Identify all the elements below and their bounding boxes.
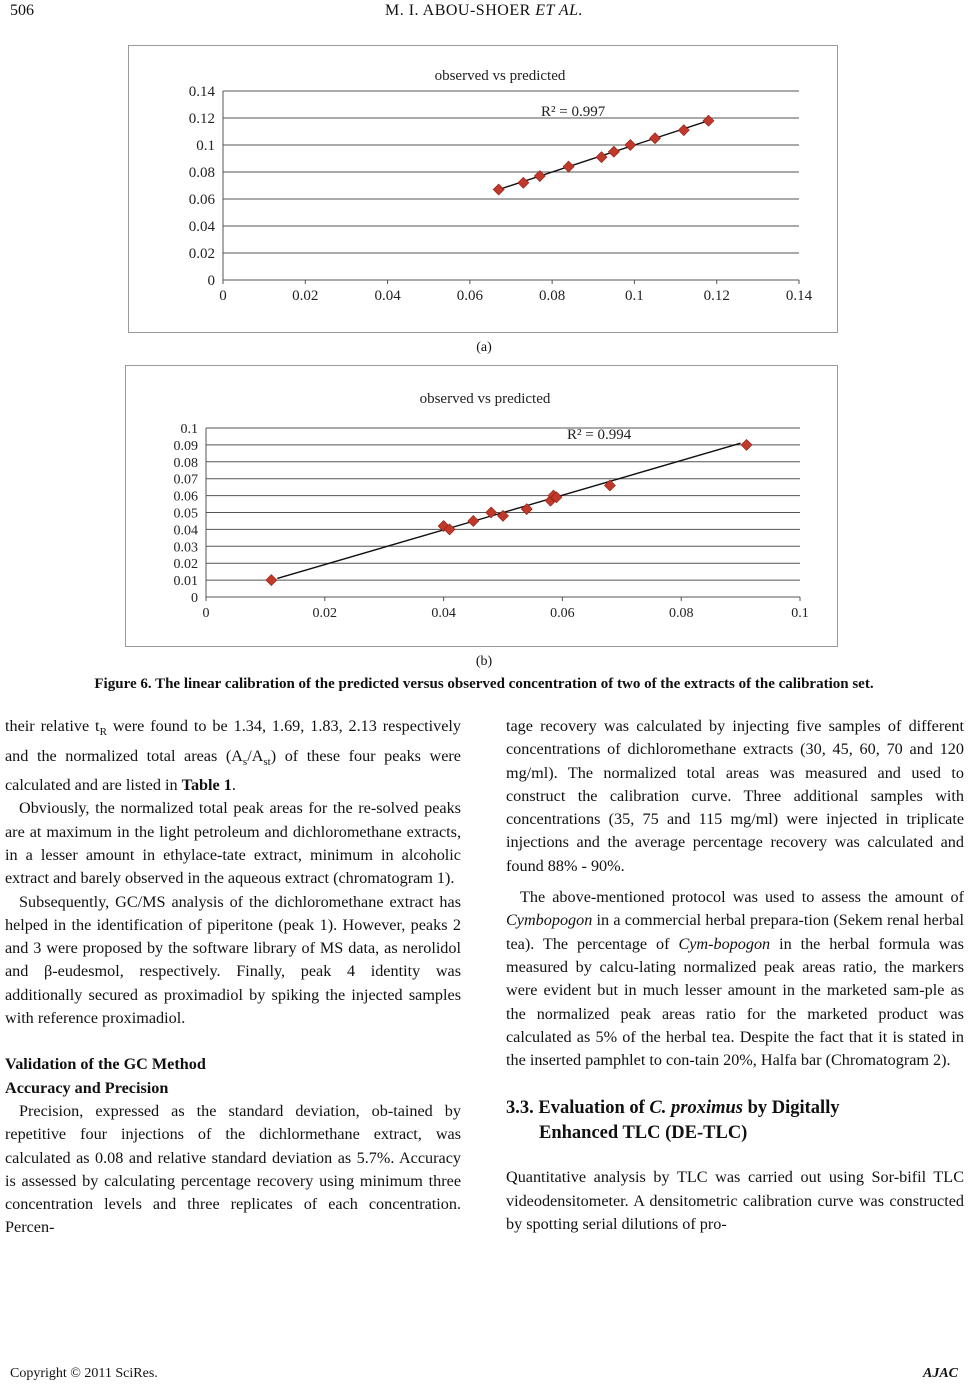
chart-b-x-tick-label: 0.04: [431, 606, 456, 621]
chart-b-data-point: [266, 575, 277, 586]
chart-a-data-point: [608, 146, 619, 157]
chart-b-y-tick-label: 0: [191, 591, 198, 606]
chart-a-data-point: [596, 152, 607, 163]
chart-a-x-tick-label: 0.1: [625, 288, 644, 304]
chart-a-x-tick-label: 0: [219, 288, 227, 304]
chart-a-y-tick-label: 0.14: [188, 84, 215, 100]
chart-b-y-tick-label: 0.07: [173, 472, 198, 488]
left-paragraph-3: Subsequently, GC/MS analysis of the dichloromethane extract has helped in the identification of piperitone (peak 1). However, peaks 2 and 3 were proposed by the software library of MS data, as nerolidol and β-eudesmol, respectively. Finally, peak 4 identity was additionally secured as proximadiol by spiking the injected samples with reference proximadiol.: [5, 892, 461, 1028]
right-paragraph-3: Quantitative analysis by TLC was carried out using Sor-bifil TLC videodensitometer. A densitometric calibration curve was constructed by spotting serial dilutions of pro-: [506, 1168, 964, 1234]
right-paragraph-2: [506, 886, 964, 1072]
chart-a-data-point: [703, 115, 714, 126]
chart-b-y-tick-label: 0.02: [173, 557, 198, 573]
chart-a-y-tick-label: 0.1: [196, 138, 215, 154]
right-paragraph-1: tage recovery was calculated by injecting five samples of different concentrations of dichloromethane extracts (30, 45, 60, 70 and 120 mg/ml). The normalized total areas was measured and used to construct the calibration curve. Three additional samples with concentrations (35, 75 and 115 mg/ml) were injected in triplicate injections and the average percentage recovery was calculated and found 88% - 90%.: [506, 717, 964, 875]
chart-a-data-point: [563, 161, 574, 172]
chart-b-y-tick-label: 0.1: [180, 422, 198, 437]
page-number: 506: [10, 2, 34, 19]
left-paragraph-1-text: their relative $t_R$ were found to be 1.34, 1.69, 1.83, 2.13 respectively and the normalized total areas $(A_s/A_{st})$ of these four peaks were calculated and are listed in Table 1.: [5, 717, 461, 795]
chart-a-data-point: [625, 140, 636, 151]
chart-a-sublabel: (a): [476, 340, 492, 355]
chart-b-x-tick-label: 0.08: [668, 606, 694, 621]
left-paragraph-1: [5, 715, 461, 797]
chart-a-y-tick-label: 0.04: [188, 219, 215, 235]
chart-b-y-tick-label: 0.04: [173, 523, 198, 539]
chart-b-y-tick-label: 0.03: [173, 540, 198, 556]
chart-a-y-tick-label: 0.02: [188, 246, 215, 262]
chart-b-data-point: [604, 480, 615, 491]
chart-b-y-tick-label: 0.09: [173, 438, 198, 454]
section-heading-3-3-line2: Enhanced TLC (DE-TLC): [539, 1123, 748, 1144]
chart-b-r-squared-label: R² = 0.994: [567, 427, 632, 443]
left-paragraph-4: Precision, expressed as the standard deviation, ob-tained by repetitive four injections of the dichlormethane extract, was calculated as 0.08 and relative standard deviation as 5.7%. Accuracy is assessed by calculating percentage recovery using minimum three concentration levels and three replicates of each concentration. Percen-: [5, 1101, 461, 1237]
chart-b-x-tick-label: 0.06: [550, 606, 575, 621]
left-column: [5, 715, 461, 1240]
section-heading-validation: Validation of the GC Method: [5, 1055, 206, 1074]
chart-a-x-tick-label: 0.06: [456, 288, 483, 304]
section-heading-3-3-line1: 3.3. Evaluation of C. proximus by Digitally: [506, 1098, 840, 1119]
chart-b-trendline: [277, 443, 740, 578]
chart-a-y-tick-label: 0.12: [188, 111, 215, 127]
right-paragraph-2-text: The above-mentioned protocol was used to assess the amount of Cymbopogon in a commercial herbal prepara-tion (Sekem renal herbal tea). The percentage of Cym-bopogon in the herbal formula was measured by calcu-lating normalized peak areas ratio, the markers were evident but in much lesser amount in the marketed sam-ple as the normalized peak areas ratio for the marketed product was calculated as 5% of the herbal tea. Despite the fact that it is stated in the inserted pamphlet to con-tain 20%, Halfa bar (Chromatogram 2).: [506, 888, 964, 1070]
chart-a-r-squared-label: R² = 0.997: [541, 104, 606, 120]
chart-a-x-tick-label: 0.02: [292, 288, 319, 304]
chart-a-plot: [129, 46, 837, 332]
chart-b-data-point: [468, 515, 479, 526]
section-heading-3-3: [506, 1096, 964, 1146]
running-header-et-al: ET AL.: [535, 2, 584, 19]
chart-b-data-point: [486, 507, 497, 518]
figure-caption: Figure 6. The linear calibration of the predicted versus observed concentration of two of the extracts of the calibration set.: [94, 676, 874, 692]
chart-a-x-tick-label: 0.14: [785, 288, 813, 304]
chart-a-y-tick-label: 0: [207, 273, 215, 289]
chart-b-y-tick-label: 0.08: [173, 455, 198, 471]
chart-a-y-tick-label: 0.06: [188, 192, 215, 208]
chart-b-x-tick-label: 0: [202, 606, 210, 621]
chart-a-title: observed vs predicted: [434, 68, 566, 84]
chart-b-data-point: [741, 439, 752, 450]
running-header: [0, 2, 968, 20]
footer-copyright: Copyright © 2011 SciRes.: [10, 1366, 158, 1381]
left-paragraph-2: Obviously, the normalized total peak areas for the re-solved peaks are at maximum in the light petroleum and dichloromethane extracts, in a lesser amount in ethylace-tate extract, minimum in alcoholic extract and barely observed in the aqueous extract (chromatogram 1).: [5, 799, 461, 888]
chart-b-x-tick-label: 0.1: [791, 606, 809, 621]
chart-a: [128, 45, 838, 333]
chart-a-x-tick-label: 0.12: [703, 288, 730, 304]
subsection-heading-accuracy: Accuracy and Precision: [5, 1078, 169, 1097]
chart-b-y-tick-label: 0.01: [173, 574, 198, 590]
chart-a-data-point: [678, 125, 689, 136]
chart-a-data-point: [493, 184, 504, 195]
chart-a-x-tick-label: 0.04: [374, 288, 401, 304]
running-header-authors: M. I. ABOU-SHOER: [384, 2, 531, 19]
chart-a-data-point: [650, 133, 661, 144]
chart-a-data-point: [518, 177, 529, 188]
chart-b: [125, 365, 838, 647]
right-column: [506, 715, 964, 1236]
footer-journal: AJAC: [922, 1366, 958, 1381]
chart-b-y-tick-label: 0.05: [173, 506, 198, 522]
chart-b-plot: [126, 366, 837, 646]
chart-a-x-tick-label: 0.08: [539, 288, 566, 304]
chart-a-y-tick-label: 0.08: [188, 165, 215, 181]
chart-b-y-tick-label: 0.06: [173, 489, 198, 505]
chart-b-sublabel: (b): [475, 654, 493, 669]
chart-b-x-tick-label: 0.02: [312, 606, 338, 621]
chart-b-title: observed vs predicted: [419, 391, 551, 407]
